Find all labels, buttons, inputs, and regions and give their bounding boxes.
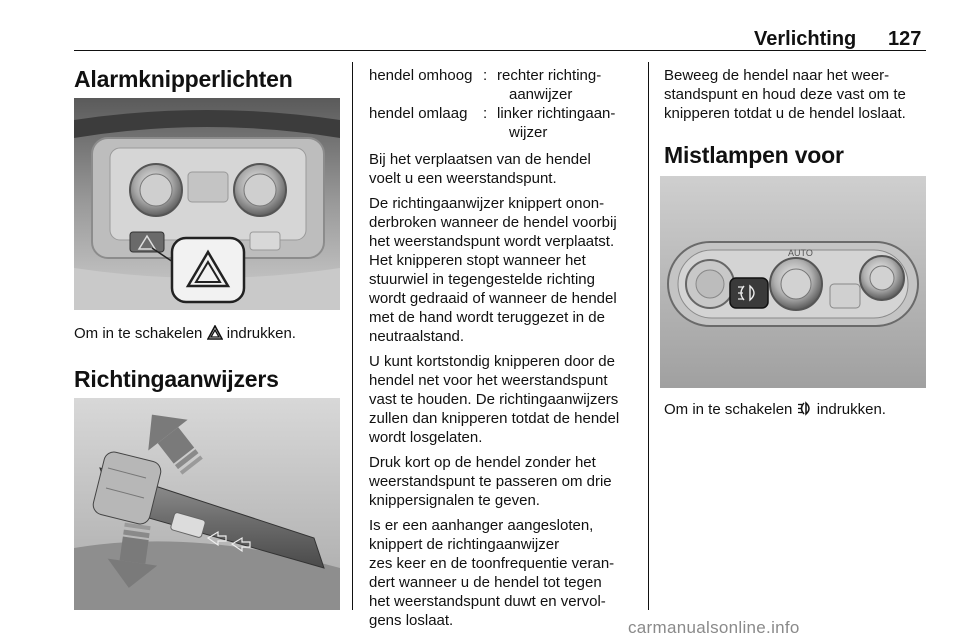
paragraph: Druk kort op de hendel zonder het weerstandspunt te passeren om drie knippersignalen te geven. [369, 454, 612, 509]
paragraph: Is er een aanhanger aangesloten, knippert de richtingaanwijzer zes keer en de toonfrequentie veran- dert wanneer u de hendel tot tegen het weerstandspunt duwt en vervol- gens loslaat. [369, 517, 615, 629]
heading-turn-signals: Richtingaanwijzers [74, 366, 279, 392]
paragraph: Bij het verplaatsen van de hendel voelt u een weerstandspunt. [369, 151, 591, 187]
table-colon: : [483, 67, 488, 84]
paragraph: De richtingaanwijzer knippert onon- derbroken wanneer de hendel voorbij het weerstandspunt wordt verplaatst. Het knipperen stopt wanneer het stuurwiel in tegengestelde richting wordt gedraaid of wanneer de hendel met de hand wordt teruggezet in de neutraalstand. [369, 195, 617, 345]
table-desc: rechter richting- aanwijzer [497, 67, 602, 103]
photo-hazard-switch [74, 98, 340, 310]
page-number: 127 [888, 28, 922, 50]
watermark: carmanualsonline.info [628, 618, 800, 637]
fog-instruction: Om in te schakelen indrukken. [664, 401, 886, 418]
column-divider-1 [352, 62, 353, 610]
column-2-text [369, 150, 641, 636]
table-colon: : [483, 105, 488, 122]
table-row [369, 104, 632, 142]
column-divider-2 [648, 62, 649, 610]
paragraph: Beweeg de hendel naar het weer- standspunt en houd deze vast om te knipperen totdat u de hendel loslaat. [664, 67, 906, 122]
heading-hazard-lights: Alarmknipperlichten [74, 66, 293, 92]
page-header-title: Verlichting [754, 28, 857, 50]
photo-fog-light-switch [660, 176, 926, 388]
table-term: hendel omhoog [369, 67, 473, 84]
header-rule [74, 50, 926, 51]
hazard-instruction: Om in te schakelen indrukken. [74, 325, 296, 342]
front-fog-light-icon [797, 401, 813, 416]
table-term: hendel omlaag [369, 105, 468, 122]
svg-text:AUTO: AUTO [788, 248, 813, 258]
column-3-text [664, 66, 930, 129]
hazard-warning-icon [207, 325, 223, 340]
heading-front-fog-lights: Mistlampen voor [664, 142, 844, 168]
table-row [369, 66, 632, 104]
table-desc: linker richtingaan- wijzer [497, 105, 616, 141]
lever-direction-table [369, 66, 632, 142]
photo-turn-signal-lever [74, 398, 340, 610]
paragraph: U kunt kortstondig knipperen door de hendel net voor het weerstandspunt vast te houden. De richtingaanwijzers zullen dan knipperen totdat de hendel wordt losgelaten. [369, 353, 620, 446]
